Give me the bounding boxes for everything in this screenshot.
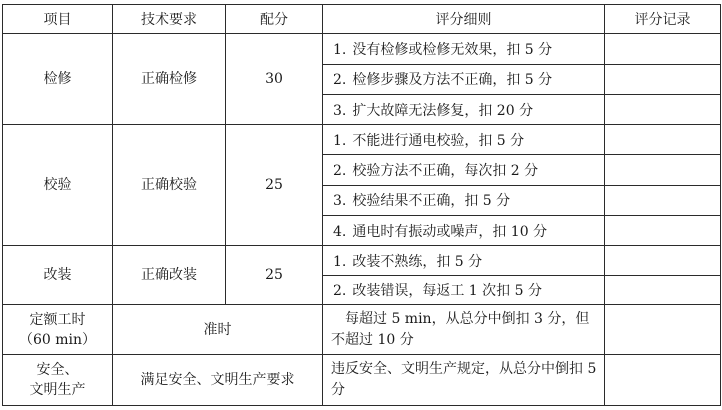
criteria-number: 1. bbox=[333, 132, 347, 149]
record-cell[interactable] bbox=[605, 216, 721, 246]
criteria-cell bbox=[323, 155, 605, 185]
criteria-cell bbox=[323, 246, 605, 275]
record-cell[interactable] bbox=[605, 246, 721, 275]
item-cell: 校验 bbox=[3, 125, 113, 246]
table-row bbox=[3, 304, 721, 355]
item-line: （60 min） bbox=[18, 331, 97, 348]
item-line: 文明生产 bbox=[29, 382, 86, 399]
criteria-number: 2. bbox=[333, 72, 347, 89]
criteria-cell bbox=[323, 34, 605, 64]
item-cell bbox=[3, 355, 113, 406]
record-cell[interactable] bbox=[605, 155, 721, 185]
criteria-cell bbox=[323, 216, 605, 246]
header-item: 项目 bbox=[3, 5, 113, 34]
record-cell[interactable] bbox=[605, 304, 721, 355]
criteria-text: 校验方法不正确，每次扣 2 分 bbox=[352, 163, 539, 180]
criteria-text: 改装错误，每返工 1 次扣 5 分 bbox=[352, 282, 542, 299]
criteria-cell: 违反安全、文明生产规定，从总分中倒扣 5 分 bbox=[323, 355, 605, 406]
criteria-number: 4. bbox=[333, 223, 347, 240]
item-cell bbox=[3, 304, 113, 355]
criteria-cell bbox=[323, 125, 605, 155]
item-line: 安全、 bbox=[36, 362, 79, 379]
requirement-cell: 正确校验 bbox=[113, 125, 226, 246]
header-row bbox=[3, 5, 721, 34]
header-points: 配分 bbox=[226, 5, 323, 34]
criteria-text: 通电时有振动或噪声，扣 10 分 bbox=[352, 223, 548, 240]
points-cell: 25 bbox=[226, 246, 323, 305]
record-cell[interactable] bbox=[605, 355, 721, 406]
item-line: 定额工时 bbox=[29, 311, 86, 328]
record-cell[interactable] bbox=[605, 185, 721, 215]
criteria-number: 1. bbox=[333, 41, 347, 58]
record-cell[interactable] bbox=[605, 125, 721, 155]
points-cell: 25 bbox=[226, 125, 323, 246]
points-cell: 30 bbox=[226, 34, 323, 125]
criteria-text: 校验结果不正确，扣 5 分 bbox=[352, 193, 511, 210]
criteria-text: 不能进行通电校验，扣 5 分 bbox=[352, 132, 525, 149]
criteria-text: 检修步骤及方法不正确，扣 5 分 bbox=[352, 72, 553, 89]
criteria-cell bbox=[323, 185, 605, 215]
criteria-number: 1. bbox=[333, 253, 347, 270]
scoring-table bbox=[2, 4, 721, 406]
requirement-cell: 正确检修 bbox=[113, 34, 226, 125]
criteria-number: 3. bbox=[333, 102, 347, 119]
requirement-cell: 准时 bbox=[113, 304, 323, 355]
requirement-cell: 正确改装 bbox=[113, 246, 226, 305]
record-cell[interactable] bbox=[605, 94, 721, 124]
requirement-cell: 满足安全、文明生产要求 bbox=[113, 355, 323, 406]
table-row bbox=[3, 34, 721, 64]
criteria-number: 2. bbox=[333, 282, 347, 299]
criteria-number: 3. bbox=[333, 193, 347, 210]
record-cell[interactable] bbox=[605, 275, 721, 304]
criteria-number: 2. bbox=[333, 163, 347, 180]
criteria-cell bbox=[323, 275, 605, 304]
item-cell: 改装 bbox=[3, 246, 113, 305]
header-criteria: 评分细则 bbox=[323, 5, 605, 34]
criteria-cell bbox=[323, 94, 605, 124]
criteria-cell: 每超过 5 min，从总分中倒扣 3 分，但不超过 10 分 bbox=[323, 304, 605, 355]
item-cell: 检修 bbox=[3, 34, 113, 125]
criteria-text: 没有检修或检修无效果，扣 5 分 bbox=[352, 41, 553, 58]
criteria-text: 改装不熟练，扣 5 分 bbox=[352, 253, 483, 270]
table-row bbox=[3, 125, 721, 155]
header-requirement: 技术要求 bbox=[113, 5, 226, 34]
criteria-text: 扩大故障无法修复，扣 20 分 bbox=[352, 102, 534, 119]
criteria-cell bbox=[323, 64, 605, 94]
record-cell[interactable] bbox=[605, 64, 721, 94]
table-row bbox=[3, 355, 721, 406]
table-row bbox=[3, 246, 721, 275]
record-cell[interactable] bbox=[605, 34, 721, 64]
header-record: 评分记录 bbox=[605, 5, 721, 34]
